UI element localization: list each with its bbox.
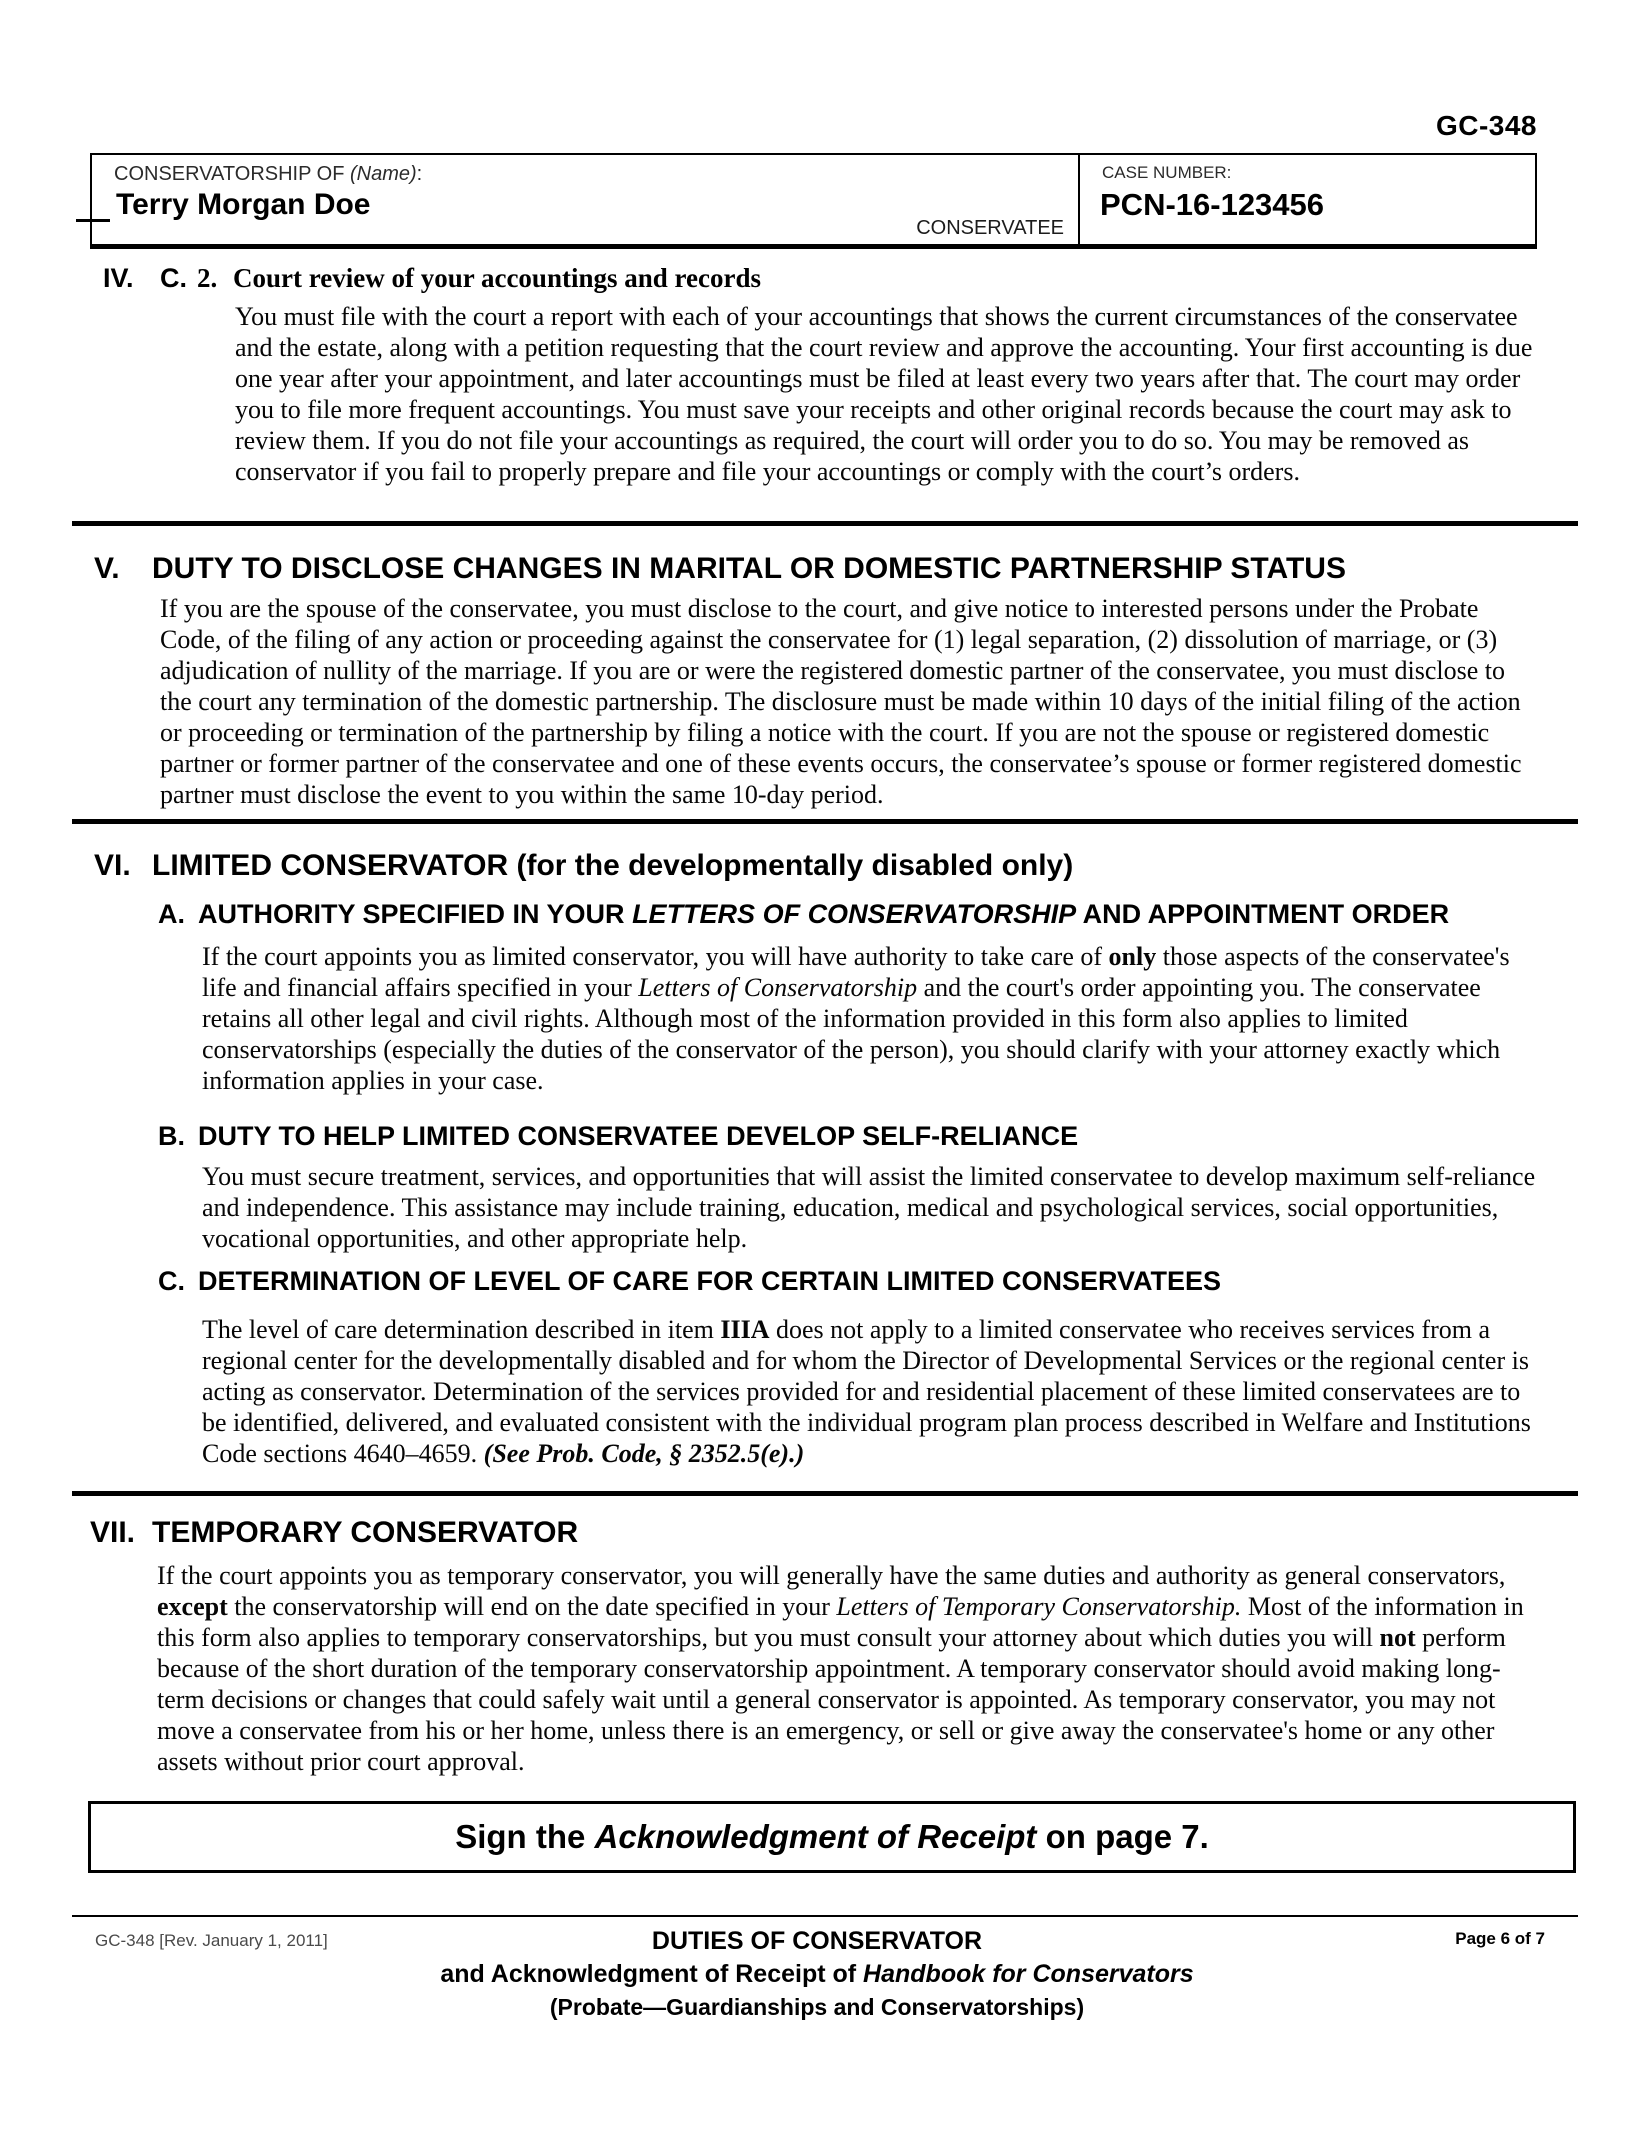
case-number-field[interactable]: PCN-16-123456 bbox=[1100, 187, 1325, 222]
section-vi-c-letter: C. bbox=[158, 1266, 185, 1296]
section-vi-a-letter: A. bbox=[158, 899, 185, 929]
conservatee-label: CONSERVATEE bbox=[916, 217, 1064, 239]
sign-acknowledgment-box bbox=[88, 1801, 1576, 1873]
form-number: GC-348 bbox=[1435, 110, 1537, 141]
case-number-label: CASE NUMBER: bbox=[1102, 163, 1232, 182]
section-vi-title: LIMITED CONSERVATOR (for the developmentally disabled only) bbox=[152, 849, 1074, 882]
section-vii-number: VII. bbox=[90, 1516, 136, 1549]
caption-box-left-cell bbox=[92, 155, 1080, 244]
page-number: Page 6 of 7 bbox=[1455, 1929, 1545, 1948]
footer-form-title: DUTIES OF CONSERVATOR bbox=[651, 1927, 983, 1955]
section-vi-a-body: If the court appoints you as limited conservator, you will have authority to take care of only those aspects of the conservatee's life and financial affairs specified in your Letters of Conservatorship and the court's order appointing you. The conservatee retains all other legal and civil rights. Although most of the information provided in this form also applies to limited conservatorships (especially the duties of the conservator of the person), you should clarify with your attorney exactly which information applies in your case. bbox=[202, 942, 1510, 1095]
section-iv-sub-letter: C. bbox=[160, 263, 187, 293]
section-divider-rule bbox=[72, 1491, 1578, 1496]
section-vi-a-title: AUTHORITY SPECIFIED IN YOUR LETTERS OF CONSERVATORSHIP AND APPOINTMENT ORDER bbox=[198, 899, 1450, 929]
section-divider-rule bbox=[72, 819, 1578, 824]
form-revision-label: GC-348 [Rev. January 1, 2011] bbox=[95, 1931, 328, 1950]
sign-acknowledgment-text: Sign the Acknowledgment of Receipt on page 7. bbox=[455, 1818, 1209, 1855]
section-vi-b-title: DUTY TO HELP LIMITED CONSERVATEE DEVELOP SELF-RELIANCE bbox=[198, 1121, 1079, 1151]
footer-form-subtitle: and Acknowledgment of Receipt of Handbook for Conservators bbox=[440, 1960, 1194, 1988]
conservatee-name-field[interactable]: Terry Morgan Doe bbox=[116, 188, 371, 221]
section-iv-item-number: 2. bbox=[197, 263, 218, 293]
section-vi-c-body: The level of care determination described in item IIIA does not apply to a limited conservatee who receives services from a regional center for the developmentally disabled and for whom the Director of Developmental Services or the regional center is acting as conservator. Determination of the services provided for and residential placement of these limited conservatees are to be identified, delivered, and evaluated consistent with the individual program plan process described in Welfare and Institutions Code sections 4640–4659. (See Prob. Code, § 2352.5(e).) bbox=[202, 1315, 1531, 1468]
section-vi-b-letter: B. bbox=[158, 1121, 185, 1151]
section-vi-number: VI. bbox=[94, 849, 131, 882]
section-v-title: DUTY TO DISCLOSE CHANGES IN MARITAL OR DOMESTIC PARTNERSHIP STATUS bbox=[152, 552, 1346, 585]
caption-box bbox=[90, 153, 1537, 249]
footer-form-category: (Probate—Guardianships and Conservatorships) bbox=[549, 1994, 1085, 2020]
section-v-number: V. bbox=[94, 552, 120, 585]
section-v-body: If you are the spouse of the conservatee, you must disclose to the court, and give notice to interested persons under the Probate Code, of the filing of any action or proceeding against the conservatee for (1) legal separation, (2) dissolution of marriage, or (3) adjudication of nullity of the marriage. If you are or were the registered domestic partner of the conservatee, you must disclose to the court any termination of the domestic partnership. The disclosure must be made within 10 days of the initial filing of the action or proceeding or termination of the partnership by filing a notice with the court. If you are not the spouse or registered domestic partner or former partner of the conservatee and one of these events occurs, the conservatee’s spouse or former registered domestic partner must disclose the event to you within the same 10-day period. bbox=[160, 594, 1522, 809]
section-iv-title: Court review of your accountings and records bbox=[233, 263, 761, 293]
section-vii-title: TEMPORARY CONSERVATOR bbox=[152, 1516, 579, 1549]
name-underscore-mark bbox=[76, 219, 110, 222]
section-iv-number: IV. bbox=[103, 263, 134, 293]
footer-rule bbox=[72, 1915, 1578, 1917]
section-divider-rule bbox=[72, 521, 1578, 526]
conservatorship-of-label: CONSERVATORSHIP OF (Name): bbox=[114, 163, 423, 185]
section-iv-body: You must file with the court a report with each of your accountings that shows the current circumstances of the conservatee and the estate, along with a petition requesting that the court review and approve the accounting. Your first accounting is due one year after your appointment, and later accountings must be filed at least every two years after that. The court may order you to file more frequent accountings. You must save your receipts and other original records because the court may ask to review them. If you do not file your accountings as required, the court will order you to do so. You may be removed as conservator if you fail to properly prepare and file your accountings or comply with the court’s orders. bbox=[235, 302, 1533, 486]
caption-box-right-cell bbox=[1082, 155, 1535, 244]
section-vii-body: If the court appoints you as temporary conservator, you will generally have the same duties and authority as general conservators, except the conservatorship will end on the date specified in your Letters of Temporary Conservatorship. Most of the information in this form also applies to temporary conservatorships, but you must consult your attorney about which duties you will not perform because of the short duration of the temporary conservatorship appointment. A temporary conservator should avoid making long-term decisions or changes that could safely wait until a general conservator is appointed. As temporary conservator, you may not move a conservatee from his or her home, unless there is an emergency, or sell or give away the conservatee's home or any other assets without prior court approval. bbox=[157, 1561, 1524, 1776]
section-vi-c-title: DETERMINATION OF LEVEL OF CARE FOR CERTAIN LIMITED CONSERVATEES bbox=[198, 1266, 1222, 1296]
section-vi-b-body: You must secure treatment, services, and opportunities that will assist the limited conservatee to develop maximum self-reliance and independence. This assistance may include training, education, medical and psychological services, social opportunities, vocational opportunities, and other appropriate help. bbox=[202, 1162, 1536, 1253]
